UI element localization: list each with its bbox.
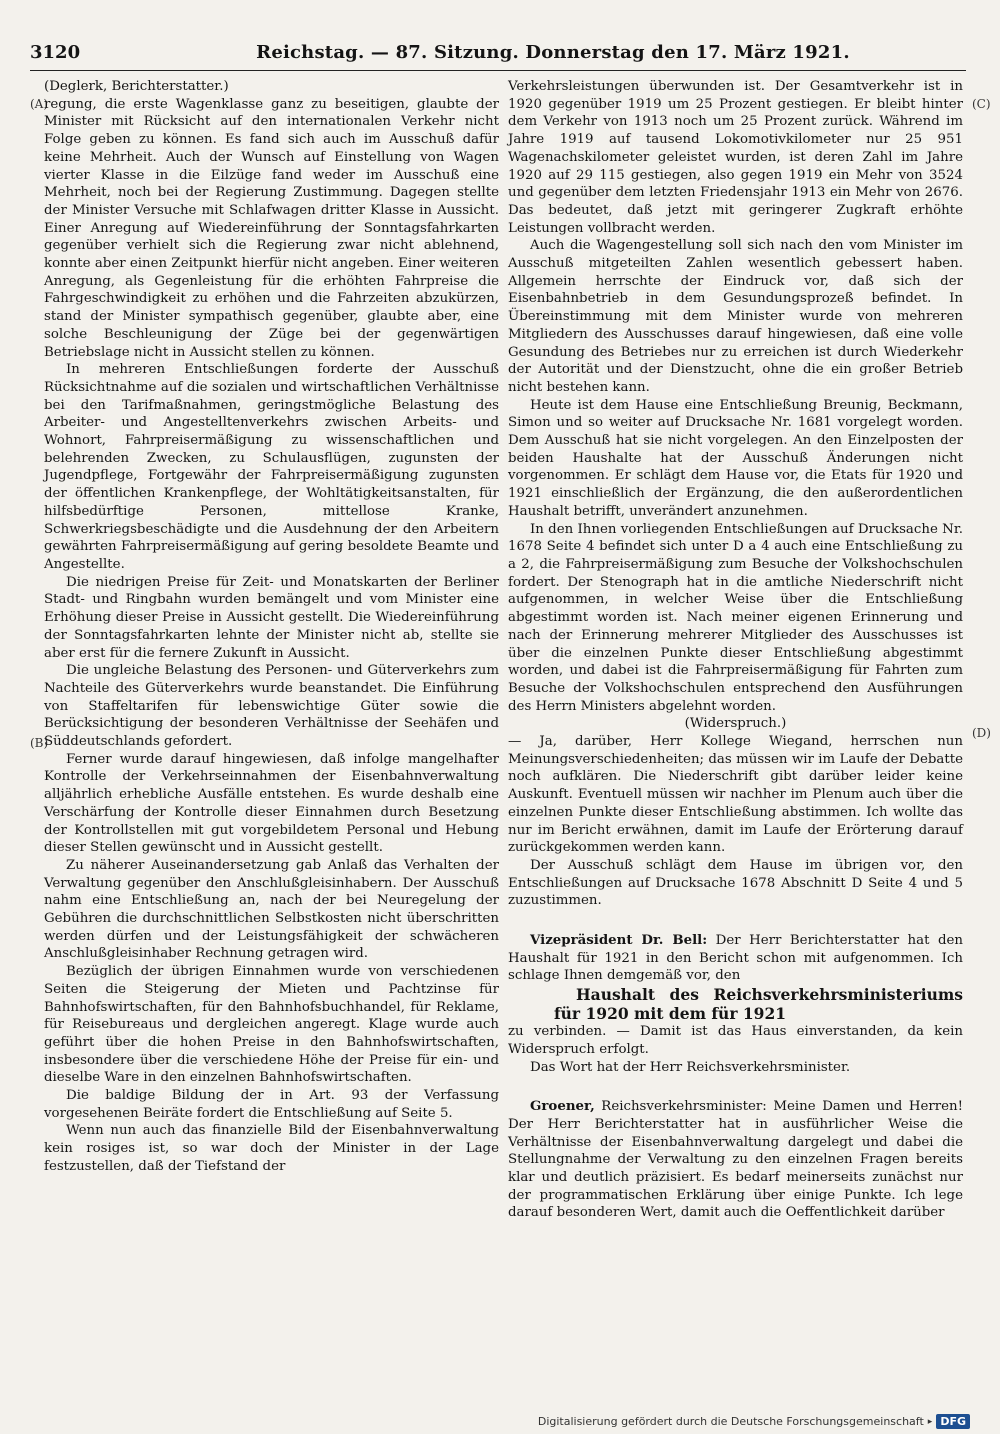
- interjection: (Widerspruch.): [684, 716, 787, 732]
- paragraph: Ferner wurde darauf hingewiesen, daß infolge mangelhafter Kontrolle der Verkehrseinnahmen der Eisenbahnverwaltung alljährlich erhebliche Ausfälle entstehen. Es wurde deshalb eine Verschärfung der Kontrolle dieser Einnahmen durch Besetzung der Kontrollstellen mit gut vorgebildetem Personal und Hebung dieser Stellen gewünscht und in Aussicht gestellt.: [44, 751, 499, 856]
- paragraph: regung, die erste Wagenklasse ganz zu beseitigen, glaubte der Minister mit Rücksicht auf den internationalen Verkehr nicht Folge geben zu können. Es fand sich auch im Ausschuß dafür keine Mehrheit. Auch der Wunsch auf Einstellung von Wagen vierter Klasse in die Eilzüge fand weder im Ausschuß eine Mehrheit, noch bei der Regierung Zustimmung. Dagegen stellte der Minister Versuche mit Schlafwagen dritter Klasse in Aussicht. Einer Anregung auf Wiedereinführung der Sonntagsfahrkarten gegenüber verhielt sich die Regierung zwar nicht ablehnend, konnte aber einen Zeitpunkt hierfür nicht angeben. Einer weiteren Anregung, als Gegenleistung für die erhöhten Fahrpreise die Fahrgeschwindigkeit zu erhöhen und die Fahrzeiten abzukürzen, stand der Minister sympathisch gegenüber, glaubte aber, eine solche Beschleunigung der Züge bei der gegenwärtigen Betriebslage nicht in Aussicht stellen zu können.: [44, 96, 499, 360]
- speaker-name: Vizepräsident Dr. Bell:: [530, 932, 708, 949]
- statement-text: Reichsverkehrsminister: Meine Damen und Herren! Der Herr Berichterstatter hat in ausführlicher Weise die Verhältnisse der Eisenbahnverwaltung dargelegt und dabei die Stellungnahme der Verwaltung zu den einzelnen Fragen bereits klar und deutlich präzisiert. Es bedarf meinerseits zunächst nur der programmatischen Erklärung über einige Punkte. Ich lege darauf besonderen Wert, damit auch die Oeffentlichkeit darüber: [508, 1099, 963, 1221]
- paragraph: Der Ausschuß schlägt dem Hause im übrigen vor, den Entschließungen auf Drucksache 1678 Abschnitt D Seite 4 und 5 zuzustimmen.: [508, 857, 963, 909]
- page-header: [30, 42, 966, 68]
- agenda-heading: Haushalt des Reichsverkehrsministeriums für 1920 mit dem für 1921: [554, 985, 963, 1024]
- paragraph: Auch die Wagengestellung soll sich nach den vom Minister im Ausschuß mitgeteilten Zahlen wesentlich gebessert haben. Allgemein herrschte der Eindruck vor, daß sich der Eisenbahnbetrieb in dem Gesundungsprozeß befindet. In Übereinstimmung mit dem Minister wurde von mehreren Mitgliedern des Ausschusses darauf hingewiesen, daß eine volle Gesundung des Betriebes nur zu erreichen ist durch Wiederkehr der Autorität und der Dienstzucht, ohne die ein großer Betrieb nicht bestehen kann.: [508, 238, 963, 395]
- margin-mark-c: (C): [972, 97, 991, 111]
- paragraph: — Ja, darüber, Herr Kollege Wiegand, herrschen nun Meinungsverschiedenheiten; das müssen wir im Laufe der Debatte noch aufklären. Die Niederschrift gibt darüber leider keine Auskunft. Eventuell müssen wir nachher im Plenum auch über die einzelnen Punkte dieser Entschließung abstimmen. Ich wollte das nur im Bericht erwähnen, damit im Laufe der Erörterung darauf zurückgekommen werden kann.: [508, 734, 963, 856]
- paragraph: In den Ihnen vorliegenden Entschließungen auf Drucksache Nr. 1678 Seite 4 befindet sich unter D a 4 auch eine Entschließung zu a 2, die Fahrpreisermäßigung zum Besuche der Volkshochschulen fordert. Der Stenograph hat in die amtliche Niederschrift nicht aufgenommen, in welcher Weise über die Entschließung abgestimmt worden ist. Nach meiner eigenen Erinnerung und nach der Erinnerung mehrerer Mitglieder des Ausschusses ist über die einzelnen Punkte dieser Entschließung abgestimmt worden, und dabei ist die Fahrpreisermäßigung für Fahrten zum Besuche der Volkshochschulen entsprechend den Ausführungen des Herrn Ministers abgelehnt worden.: [508, 521, 963, 714]
- dfg-logo: DFG: [936, 1414, 970, 1429]
- left-column: [44, 78, 499, 1176]
- speaker-name: Groener,: [530, 1098, 595, 1115]
- margin-mark-d: (D): [972, 726, 991, 740]
- running-head: Reichstag. — 87. Sitzung. Donnerstag den 17. März 1921.: [256, 42, 850, 63]
- right-column: [508, 78, 963, 1222]
- paragraph: Die niedrigen Preise für Zeit- und Monatskarten der Berliner Stadt- und Ringbahn wurden bemängelt und vom Minister eine Erhöhung dieser Preise in Aussicht gestellt. Die Wiedereinführung der Sonntagsfahrkarten lehnte der Minister nicht ab, stellte sie aber erst für die fernere Zukunft in Aussicht.: [44, 574, 499, 661]
- statement-text: Der Herr Berichterstatter hat den Haushalt für 1921 in den Bericht schon mit aufgenommen. Ich schlage Ihnen demgemäß vor, den: [508, 933, 963, 984]
- speaker-attribution: (Deglerk, Berichterstatter.): [44, 79, 229, 94]
- vice-president-statement: [508, 932, 963, 985]
- paragraph: zu verbinden. — Damit ist das Haus einverstanden, da kein Widerspruch erfolgt.: [508, 1024, 963, 1057]
- paragraph: In mehreren Entschließungen forderte der Ausschuß Rücksichtnahme auf die sozialen und wirtschaftlichen Verhältnisse bei den Tarifmaßnahmen, geringstmögliche Belastung des Arbeiter- und Angestelltenverkehrs zwischen Arbeits- und Wohnort, Fahrpreisermäßigung zu wissenschaftlichen und belehrenden Zwecken, zu Schulausflügen, zugunsten der Jugendpflege, Fortgewähr der Fahrpreisermäßigung zugunsten der öffentlichen Krankenpflege, der Wohltätigkeitsanstalten, für hilfsbedürftige Personen, mittellose Kranke, Schwerkriegsbeschädigte und die Ausdehnung der den Arbeitern gewährten Fahrpreisermäßigung auf gering besoldete Beamte und Angestellte.: [44, 362, 499, 572]
- arrow-icon: ▸: [927, 1416, 933, 1427]
- header-rule: [30, 70, 966, 71]
- paragraph: Verkehrsleistungen überwunden ist. Der Gesamtverkehr ist in 1920 gegenüber 1919 um 25 Prozent gestiegen. Er bleibt hinter dem Verkehr von 1913 noch um 25 Prozent zurück. Während im Jahre 1919 auf tausend Lokomotivkilometer nur 25 951 Wagenachskilometer geleistet wurden, ist deren Zahl im Jahre 1920 auf 29 115 gestiegen, also gegen 1919 ein Mehr von 3524 und gegenüber dem letzten Friedensjahr 1913 ein Mehr von 2676. Das bedeutet, daß jetzt mit geringerer Zugkraft erhöhte Leistungen vollbracht werden.: [508, 79, 963, 236]
- margin-mark-b: (B): [30, 736, 49, 750]
- paragraph: Das Wort hat der Herr Reichsverkehrsminister.: [530, 1059, 851, 1075]
- minister-statement: [508, 1098, 963, 1222]
- paragraph: Bezüglich der übrigen Einnahmen wurde von verschiedenen Seiten die Steigerung der Mieten und Pachtzinse für Bahnhofswirtschaften, für den Bahnhofsbuchhandel, für Reklame, für Reisebureaus und dergleichen angeregt. Klage wurde auch geführt über die hohen Preise in den Bahnhofswirtschaften, insbesondere über die verschiedene Höhe der Preise für ein- und dieselbe Ware in den einzelnen Bahnhofswirtschaften.: [44, 964, 499, 1086]
- page-number: 3120: [30, 42, 81, 63]
- paragraph: Die ungleiche Belastung des Personen- und Güterverkehrs zum Nachteile des Güterverkehrs wurde beanstandet. Die Einführung von Staffeltarifen für lebenswichtige Güter sowie die Berücksichtigung der besonderen Verhältnisse der Seehäfen und Süddeutschlands gefordert.: [44, 663, 499, 750]
- paragraph: Wenn nun auch das finanzielle Bild der Eisenbahnverwaltung kein rosiges ist, so war doch der Minister in der Lage festzustellen, daß der Tiefstand der: [44, 1123, 499, 1174]
- footer: [538, 1414, 970, 1429]
- paragraph: Heute ist dem Hause eine Entschließung Breunig, Beckmann, Simon und so weiter auf Drucksache Nr. 1681 vorgelegt worden. Dem Ausschuß hat sie nicht vorgelegen. An den Einzelposten der beiden Haushalte hat der Ausschuß Änderungen nicht vorgenommen. Er schlägt dem Hause vor, die Etats für 1920 und 1921 einschließlich der Ergänzung, die den außerordentlichen Haushalt betrifft, unverändert anzunehmen.: [508, 397, 963, 519]
- paragraph: Die baldige Bildung der in Art. 93 der Verfassung vorgesehenen Beiräte fordert die Entschließung auf Seite 5.: [44, 1088, 499, 1121]
- margin-mark-a: (A): [30, 97, 49, 111]
- funding-note: Digitalisierung gefördert durch die Deutsche Forschungsgemeinschaft: [537, 1415, 924, 1428]
- paragraph: Zu näherer Auseinandersetzung gab Anlaß das Verhalten der Verwaltung gegenüber den Anschlußgleisinhabern. Der Ausschuß nahm eine Entschließung an, nach der bei Neuregelung der Gebühren die durchschnittlichen Selbstkosten nicht überschritten werden dürfen und der Leistungsfähigkeit der schwächeren Anschlußgleisinhaber Rechnung getragen wird.: [44, 857, 499, 962]
